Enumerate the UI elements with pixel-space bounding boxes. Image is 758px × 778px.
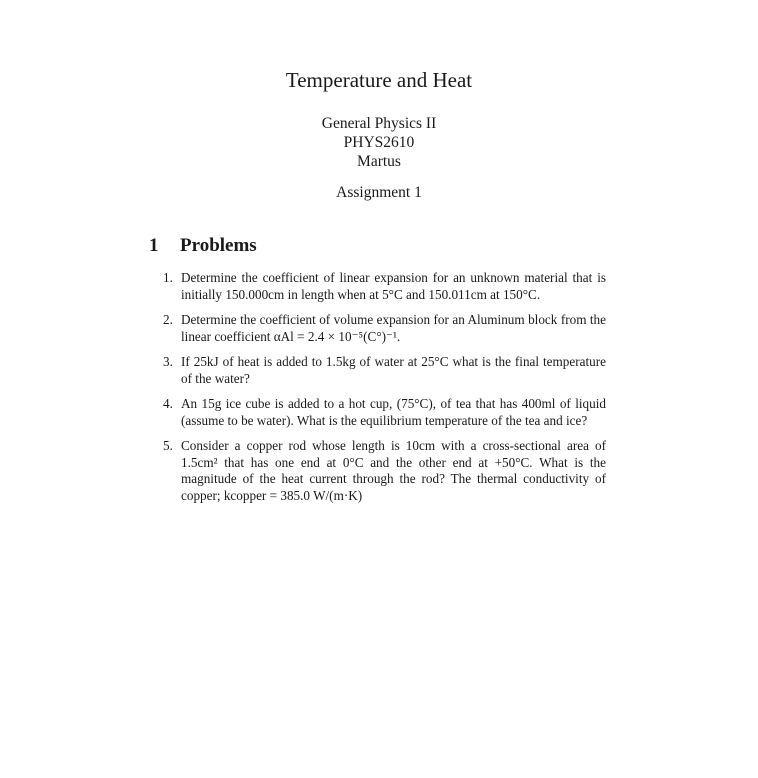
assignment-label: Assignment 1 [336, 184, 422, 201]
problem-number: 2. [163, 312, 173, 327]
problem-number: 3. [163, 354, 173, 369]
problem-number: 1. [163, 270, 173, 285]
course-code: PHYS2610 [343, 134, 415, 151]
problem-item [163, 270, 606, 303]
author-name: Martus [357, 153, 401, 170]
problem-item [163, 396, 606, 429]
document-title: Temperature and Heat [285, 68, 473, 92]
problem-number: 5. [163, 438, 173, 453]
problem-text: Consider a copper rod whose length is 10cm with a cross-sectional area of 1.5cm² that has one end at 0°C and the other end at +50°C. What is the magnitude of the heat current through the rod? The thermal conductivity of copper; kcopper = 385.0 W/(m·K) [181, 438, 606, 503]
section-title: Problems [180, 235, 257, 256]
problem-number: 4. [163, 396, 173, 411]
problem-item [163, 438, 606, 504]
problem-item [163, 312, 606, 345]
problem-list [163, 270, 606, 513]
problem-text: Determine the coefficient of linear expansion for an unknown material that is initially 150.000cm in length when at 5°C and 150.011cm at 150°C. [181, 270, 606, 302]
problem-text: Determine the coefficient of volume expansion for an Aluminum block from the linear coefficient αAl = 2.4 × 10⁻⁵(C°)⁻¹. [181, 312, 606, 344]
problem-text: If 25kJ of heat is added to 1.5kg of water at 25°C what is the final temperature of the water? [181, 354, 606, 386]
problem-item [163, 354, 606, 387]
problem-text: An 15g ice cube is added to a hot cup, (75°C), of tea that has 400ml of liquid (assume to be water). What is the equilibrium temperature of the tea and ice? [181, 396, 606, 428]
section-number: 1 [149, 235, 159, 256]
course-name: General Physics II [321, 115, 437, 132]
section-heading [149, 235, 257, 257]
